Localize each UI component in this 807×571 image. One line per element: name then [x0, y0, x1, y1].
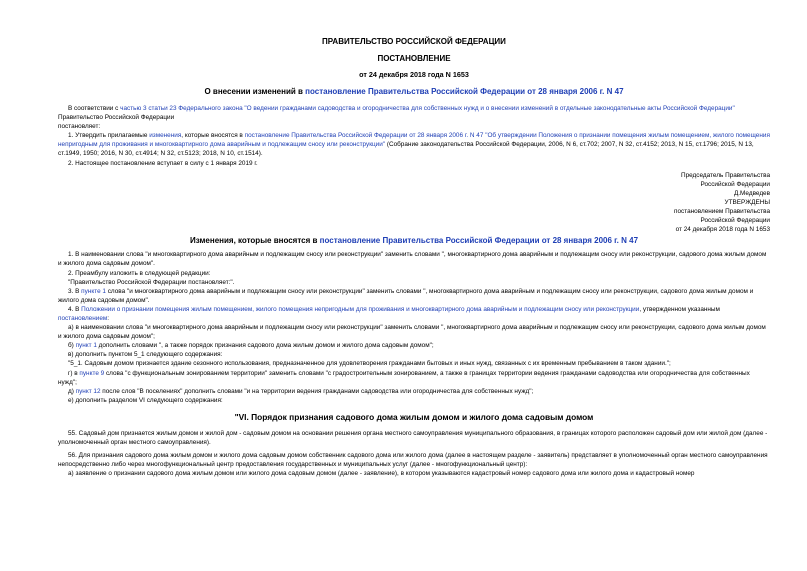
section-6-heading: "VI. Порядок признания садового дома жилым домом и жилого дома садовым домом [234, 411, 594, 422]
signature-line: Российской Федерации [700, 180, 770, 188]
doc-type-heading: ПОСТАНОВЛЕНИЕ [377, 54, 451, 63]
item-2: 2. Настоящее постановление вступает в силу с 1 января 2019 г. [68, 159, 258, 167]
document-title: О внесении изменений в постановление Правительства Российской Федерации от 28 января 2006 г. N 47 [204, 87, 624, 96]
point-1-ref-link[interactable]: пункт 1 [75, 342, 97, 350]
regulation-link[interactable]: Положении о признании помещения жилым помещением, жилого помещения непригодным для проживания и многоквартирного дома аварийным и подлежащим сносу или реконструкции [81, 305, 640, 313]
subitem-e: е) дополнить разделом VI следующего содержания: [68, 396, 223, 404]
law-link[interactable]: частью 3 статьи 23 Федерального закона "О ведении гражданами садоводства и огородничества для собственных нужд и о внесении изменений в отдельные законодательные акты Российской Федерации" [120, 105, 735, 112]
subitem-g: г) в пункте 9 слова "с функциональным зонированием территории" заменить словами "с градостроительным зонированием, а также в границах территории ведения гражданами садоводства или огородничества для собственных нужд"; [58, 369, 750, 386]
paragraph-56a: а) заявление о признании садового дома жилым домом или жилого дома садовым домом (далее - заявление), в котором указываются кадастровый номер садового дома или жилого дома и кадастровый номер [68, 470, 695, 478]
changes-heading: Изменения, которые вносятся в постановление Правительства Российской Федерации от 28 января 2006 г. N 47 [189, 236, 639, 246]
date-number: от 24 декабря 2018 года N 1653 [359, 70, 469, 79]
resolution-ref-link[interactable]: постановлением [58, 314, 108, 322]
subitem-a: а) в наименовании слова "и многоквартирного дома аварийным и подлежащим сносу или реконструкции" заменить словами ", многоквартирного дома аварийным и подлежащим сносу или реконструкции, садового дома жилым домом и жилого дома садовым домом"; [58, 324, 766, 341]
changes-heading-link[interactable]: постановление Правительства Российской Федерации от 28 января 2006 г. N 47 [319, 236, 639, 246]
approval-line: Российской Федерации [700, 217, 770, 225]
point-1-link[interactable]: пункте 1 [81, 287, 106, 295]
changes-link[interactable]: изменения [149, 132, 182, 140]
signature-line: Д.Медведев [733, 189, 770, 197]
resolves-text: постановляет: [58, 123, 101, 131]
org-heading: ПРАВИТЕЛЬСТВО РОССИЙСКОЙ ФЕДЕРАЦИИ [322, 37, 506, 46]
change-3: 3. В пункте 1 слова "и многоквартирного дома аварийным и подлежащим сносу или реконструкции" заменить словами ", многоквартирного дома аварийным и подлежащим сносу или реконструкции, садового дома жилым домом и жилого дома садовым домом". [58, 287, 754, 304]
paragraph-56: 56. Для признания садового дома жилым домом и жилого дома садовым домом собственник садового дома или жилого дома (далее в настоящем разделе - заявитель) представляет в уполномоченный орган местного самоуправления непосредственно либо через многофункциональный центр предоставления государственных и муниципальных услуг (далее - многофункциональный центр): [58, 452, 768, 469]
approval-line: постановлением Правительства [674, 208, 770, 216]
paragraph-55: 55. Садовый дом признается жилым домом и жилой дом - садовым домом на основании решения органа местного самоуправления муниципального образования, в границах которого расположен садовый дом или жилой дом (далее - уполномоченный орган местного самоуправления). [58, 429, 768, 446]
change-1: 1. В наименовании слова "и многоквартирного дома аварийным и подлежащим сносу или реконструкции" заменить словами ", многоквартирного дома аварийным и подлежащим сносу или реконструкции, садового дома жилым домом и жилого дома садовым домом". [58, 251, 767, 268]
subitem-d: д) пункт 12 после слов "В поселениях" дополнить словами "и на территории ведения гражданами садоводства или огородничества для собственных нужд"; [68, 387, 534, 395]
resolution-link[interactable]: постановление Правительства Российской Федерации от 28 января 2006 г. N 47 "Об утверждении Положения о признании помещения жилым помещением, жилого помещения непригодным для проживания и многоквартирного дома аварийным и подлежащим сносу или реконструкции" [58, 132, 770, 149]
subitem-b: б) пункт 1 дополнить словами ", а также порядок признания садового дома жилым домом и жилого дома садовым домом"; [68, 342, 434, 350]
approval-line: УТВЕРЖДЕНЫ [724, 198, 770, 206]
change-4: 4. В Положении о признании помещения жилым помещением, жилого помещения непригодным для проживания и многоквартирного дома аварийным и подлежащим сносу или реконструкции, утвержденном указанным постановлением: [58, 305, 720, 322]
subitem-v: в) дополнить пунктом 5_1 следующего содержания: [68, 351, 223, 359]
item-1: 1. Утвердить прилагаемые изменения, которые вносятся в постановление Правительства Российской Федерации от 28 января 2006 г. N 47 "Об утверждении Положения о признании помещения жилым помещением, жилого помещения непригодным для проживания и многоквартирного дома аварийным и подлежащим сносу или реконструкции" (Собрание законодательства Российской Федерации, 2006, N 6, ст.702; 2007, N 32, ст.4152; 2013, N 15, ст.1796; 2015, N 13, ст.1949, 1950; 2016, N 30, ст.4914; N 32, ст.5123; 2018, N 10, ст.1514). [58, 132, 770, 158]
title-link[interactable]: постановление Правительства Российской Федерации от 28 января 2006 г. N 47 [305, 87, 624, 96]
signature-line: Председатель Правительства [681, 171, 770, 179]
subitem-v-quote: "5_1. Садовым домом признается здание сезонного использования, предназначенное для удовлетворения гражданами бытовых и иных нужд, связанных с их временным пребыванием в таком здании."; [68, 360, 671, 368]
point-12-link[interactable]: пункт 12 [75, 387, 101, 395]
document [58, 36, 770, 478]
preamble-paragraph: В соответствии с частью 3 статьи 23 Федерального закона "О ведении гражданами садоводства и огородничества для собственных нужд и о внесении изменений в отдельные законодательные акты Российской Федерации" Правительство Российской Федерации [58, 105, 735, 122]
change-2-quote: "Правительство Российской Федерации постановляет:". [68, 278, 235, 286]
point-9-link[interactable]: пункте 9 [79, 369, 105, 377]
approval-line: от 24 декабря 2018 года N 1653 [675, 226, 770, 234]
change-2: 2. Преамбулу изложить в следующей редакции: [68, 269, 211, 277]
signature-block [58, 171, 770, 235]
